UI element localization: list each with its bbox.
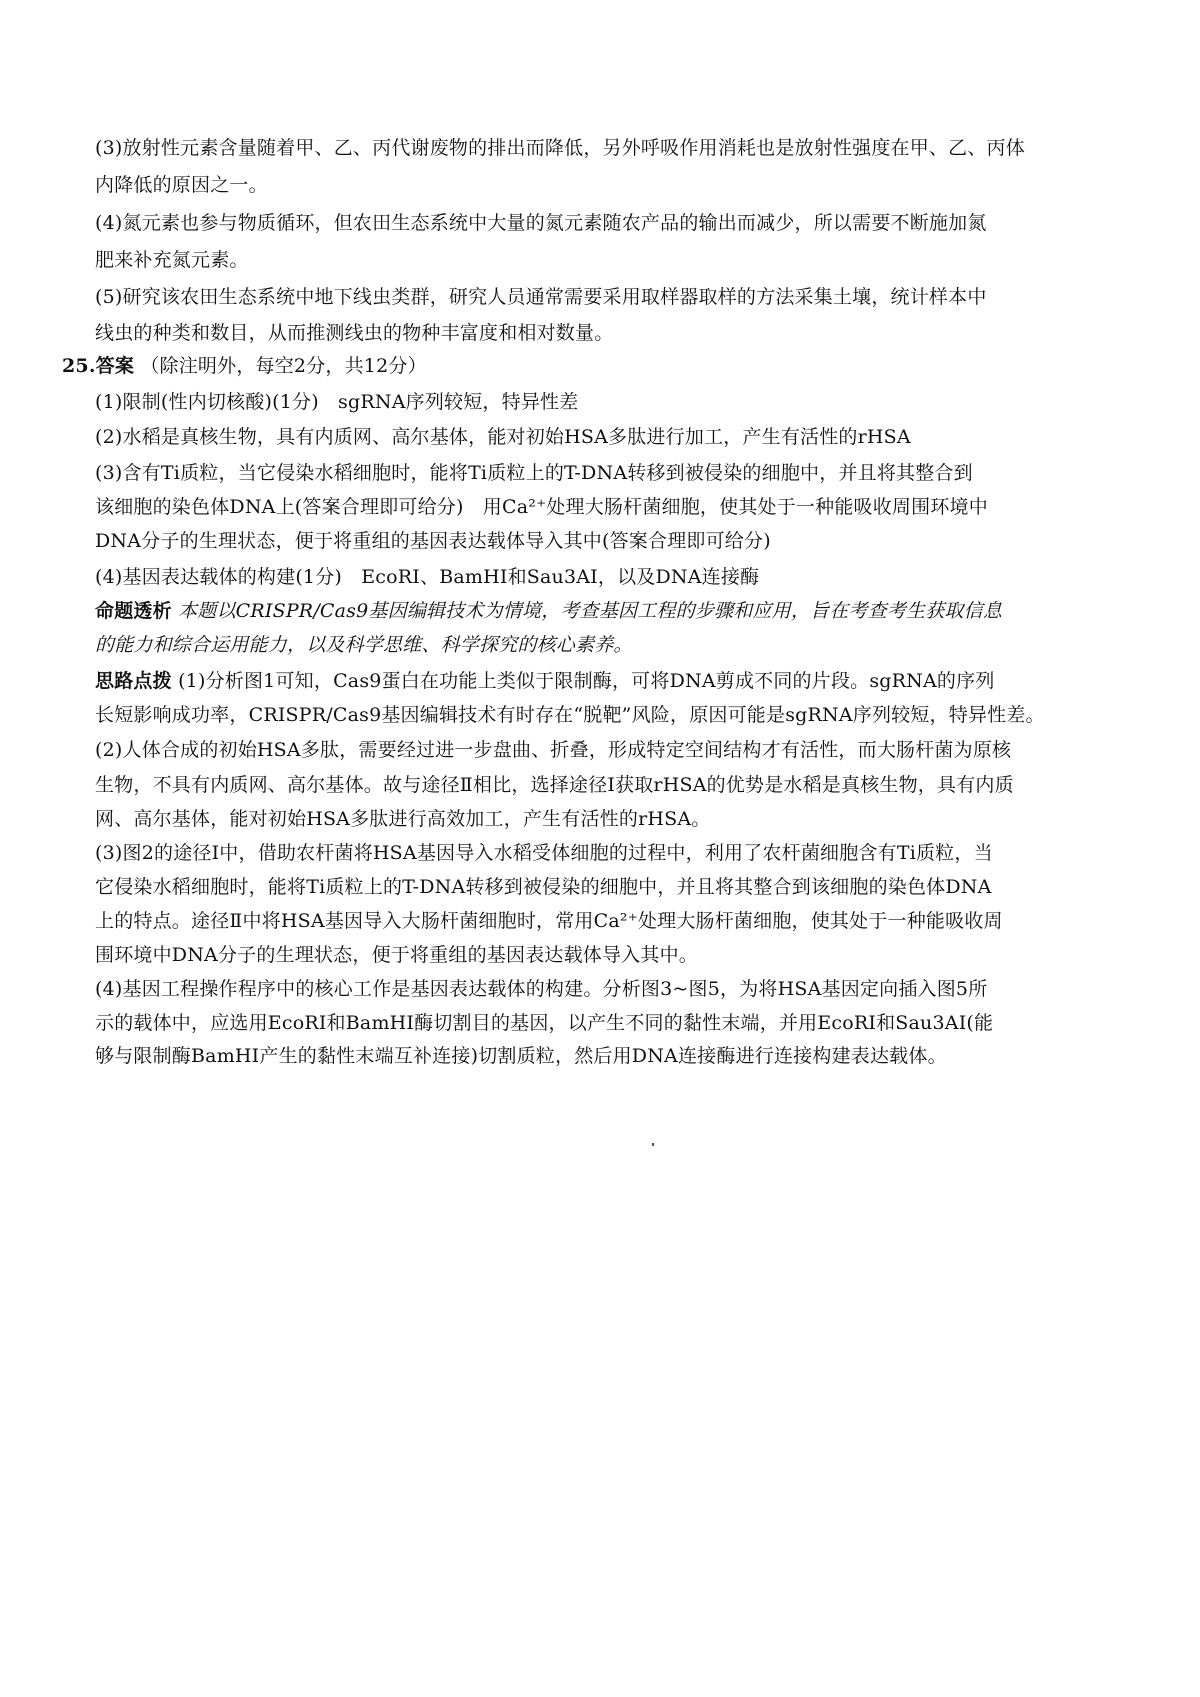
q25-answer-2: (2)水稻是真核生物，具有内质网、高尔基体，能对初始HSA多肽进行加工，产生有活性的rHSA <box>95 426 911 448</box>
analysis-line1 <box>95 598 1002 624</box>
hint-4-line1: (4)基因工程操作程序中的核心工作是基因表达载体的构建。分析图3~图5，为将HSA基因定向插入图5所 <box>95 978 988 1000</box>
hint-4-line2: 示的载体中，应选用EcoRⅠ和BamHⅠ酶切割目的基因，以产生不同的黏性末端，并用EcoRⅠ和Sau3AⅠ(能 <box>95 1012 994 1034</box>
hint-1-line2: 长短影响成功率，CRISPR/Cas9基因编辑技术有时存在“脱靶”风险，原因可能是sgRNA序列较短，特异性差。 <box>95 704 1045 726</box>
q24-part3-line1: (3)放射性元素含量随着甲、乙、丙代谢废物的排出而降低，另外呼吸作用消耗也是放射性强度在甲、乙、丙体 <box>95 137 1025 159</box>
scan-speck <box>652 1143 654 1146</box>
q25-score-note: （除注明外，每空2分，共12分） <box>140 355 427 377</box>
q25-heading <box>62 353 427 379</box>
hint-3-line1: (3)图2的途径Ⅰ中，借助农杆菌将HSA基因导入水稻受体细胞的过程中，利用了农杆菌细胞含有Ti质粒，当 <box>95 842 993 864</box>
q24-part4-line1: (4)氮元素也参与物质循环，但农田生态系统中大量的氮元素随农产品的输出而减少，所以需要不断施加氮 <box>95 212 987 234</box>
q25-answer-1: (1)限制(性内切核酸)(1分) sgRNA序列较短，特异性差 <box>95 391 579 413</box>
q25-answer-4: (4)基因表达载体的构建(1分) EcoRⅠ、BamHⅠ和Sau3AⅠ，以及DNA连接酶 <box>95 566 760 588</box>
hint-2-line1: (2)人体合成的初始HSA多肽，需要经过进一步盘曲、折叠，形成特定空间结构才有活性，而大肠杆菌为原核 <box>95 739 1012 761</box>
hint-3-line3: 上的特点。途径Ⅱ中将HSA基因导入大肠杆菌细胞时，常用Ca²⁺处理大肠杆菌细胞，使其处于一种能吸收周 <box>95 910 1003 932</box>
hint-3-line2: 它侵染水稻细胞时，能将Ti质粒上的T-DNA转移到被侵染的细胞中，并且将其整合到该细胞的染色体DNA <box>95 876 992 898</box>
hint-4-line3: 够与限制酶BamHⅠ产生的黏性末端互补连接)切割质粒，然后用DNA连接酶进行连接构建表达载体。 <box>95 1045 947 1067</box>
hint-2-line2: 生物，不具有内质网、高尔基体。故与途径Ⅱ相比，选择途径Ⅰ获取rHSA的优势是水稻是真核生物，具有内质 <box>95 774 1014 796</box>
q25-answer-3-line2: 该细胞的染色体DNA上(答案合理即可给分) 用Ca²⁺处理大肠杆菌细胞，使其处于一种能吸收周围环境中 <box>95 496 988 518</box>
hint-1-text: (1)分析图1可知，Cas9蛋白在功能上类似于限制酶，可将DNA剪成不同的片段。sgRNA的序列 <box>178 670 995 692</box>
analysis-text-1: 本题以CRISPR/Cas9基因编辑技术为情境，考查基因工程的步骤和应用，旨在考查考生获取信息 <box>178 600 1003 622</box>
q25-answer-3-line1: (3)含有Ti质粒，当它侵染水稻细胞时，能将Ti质粒上的T-DNA转移到被侵染的细胞中，并且将其整合到 <box>95 462 973 484</box>
q25-number: 25. <box>62 355 96 377</box>
hint-2-line3: 网、高尔基体，能对初始HSA多肽进行高效加工，产生有活性的rHSA。 <box>95 808 711 830</box>
analysis-line2: 的能力和综合运用能力，以及科学思维、科学探究的核心素养。 <box>95 634 633 656</box>
q25-answer-label: 答案 <box>95 355 135 377</box>
q24-part4-line2: 肥来补充氮元素。 <box>95 249 249 271</box>
analysis-label: 命题透析 <box>95 600 172 622</box>
hint-label: 思路点拨 <box>95 670 172 692</box>
hint-1-line1 <box>95 668 995 694</box>
q24-part3-line2: 内降低的原因之一。 <box>95 174 268 196</box>
q24-part5-line1: (5)研究该农田生态系统中地下线虫类群，研究人员通常需要采用取样器取样的方法采集土壤，统计样本中 <box>95 286 987 308</box>
hint-3-line4: 围环境中DNA分子的生理状态，便于将重组的基因表达载体导入其中。 <box>95 944 698 966</box>
q24-part5-line2: 线虫的种类和数目，从而推测线虫的物种丰富度和相对数量。 <box>95 322 614 344</box>
q25-answer-3-line3: DNA分子的生理状态，便于将重组的基因表达载体导入其中(答案合理即可给分) <box>95 530 771 552</box>
